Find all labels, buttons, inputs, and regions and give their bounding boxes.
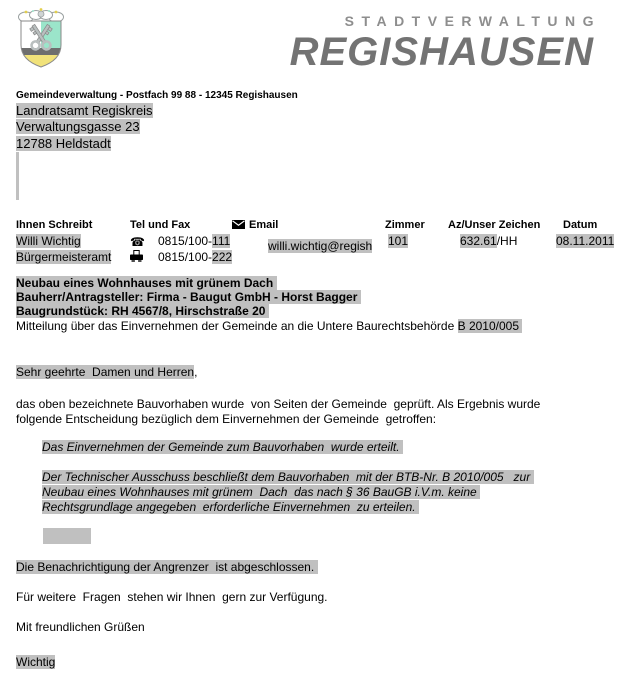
writer-label: Ihnen Schreibt [16,219,93,231]
masthead-city-name: REGISHAUSEN [289,30,594,74]
intro-paragraph [16,397,540,427]
intro-line-1: das oben bezeichnete Bauvorhaben wurde von Seiten der Gemeinde geprüft. Als Ergebnis wurde [16,397,541,411]
email-address-field[interactable]: willi.wichtig@regish [268,239,373,253]
email-label: Email [249,219,279,231]
date-label: Datum [563,219,598,231]
subject-line-plot [16,304,522,318]
envelope-icon [232,220,245,232]
recipient-line [16,136,153,152]
closing-formula: Mit freundlichen Grüßen [16,620,145,634]
salutation-field[interactable]: Sehr geehrte Damen und Herren [16,365,195,379]
writer-office-field[interactable]: Bürgermeisteramt [16,249,112,264]
salutation-line [16,365,197,380]
reference-label: Az/Unser Zeichen [448,219,541,231]
decision-detail [42,470,534,515]
recipient-name-field[interactable]: Landratsamt Regiskreis [16,103,153,118]
fax-number-base: 0815/100- [158,249,213,264]
contact-writer-column [16,219,111,265]
fax-extension-field[interactable]: 222 [212,249,233,264]
telfax-label: Tel und Fax [130,219,191,231]
project-title-field[interactable]: Neubau eines Wohnhauses mit grünem Dach [16,276,277,290]
decision-summary [42,440,403,455]
case-number-field[interactable]: B 2010/005 [457,318,523,333]
date-field[interactable]: 08.11.2011 [556,234,615,248]
phone-icon: ☎ [130,234,145,249]
reference-number-field[interactable]: 632.61 [460,234,497,248]
contact-telfax-column [130,219,232,265]
writer-name-field[interactable]: Willi Wichtig [16,234,81,248]
signature-line [16,655,55,670]
recipient-line [16,119,153,135]
subject-line-project [16,276,522,290]
city-coat-of-arms-icon [12,5,70,71]
subject-line-applicant [16,290,522,304]
recipient-street-field[interactable]: Verwaltungsgasse 23 [16,119,140,135]
contact-date-column [556,219,614,248]
room-label: Zimmer [385,219,425,231]
recipient-city-field[interactable]: 12788 Heldstadt [16,135,111,151]
empty-merge-field[interactable] [43,528,91,544]
decision-detail-line-3[interactable]: Rechtsgrundlage angegeben erforderliche Einvernehmen zu erteilen. [42,500,419,514]
tel-number-base: 0815/100- [158,234,213,248]
sender-return-address: Gemeindeverwaltung - Postfach 99 88 - 12345 Regishausen [16,90,298,101]
subject-block [16,276,522,333]
salutation-comma: , [194,365,198,379]
email-label-row [232,219,372,232]
applicant-field[interactable]: Bauherr/Antragsteller: Firma - Baugut GmbH - Horst Bagger [16,290,361,305]
recipient-line [16,103,153,119]
signature-name-field[interactable]: Wichtig [16,655,56,669]
tel-extension-field[interactable]: 111 [212,234,231,248]
masthead-org-name: STADTVERWALTUNG [344,13,601,29]
contact-reference-column [448,219,540,248]
masthead [289,13,601,74]
contact-email-column [232,219,372,253]
recipient-address-block [16,103,153,152]
room-number-field[interactable]: 101 [388,234,409,248]
notice-text: Mitteilung über das Einvernehmen der Gemeinde an die Untere Baurechtsbehörde [16,318,458,333]
plot-field[interactable]: Baugrundstück: RH 4567/8, Hirschstraße 20 [16,304,269,319]
empty-address-field-marker [16,152,19,200]
decision-detail-line-2[interactable]: Neubau eines Wohnhauses mit grünem Dach das nach § 36 BauGB i.V.m. keine [42,485,481,499]
decision-summary-field[interactable]: Das Einvernehmen der Gemeinde zum Bauvorhaben wurde erteilt. [42,440,403,454]
neighbors-notice-field[interactable]: Die Benachrichtigung der Angrenzer ist abgeschlossen. [16,560,318,574]
contact-room-column [385,219,425,248]
intro-line-2: folgende Entscheidung bezüglich dem Einvernehmen der Gemeinde getroffen: [16,412,437,426]
questions-line: Für weitere Fragen stehen wir Ihnen gern zur Verfügung. [16,590,328,604]
decision-detail-line-1[interactable]: Der Technischer Ausschuss beschließt dem Bauvorhaben mit der BTB-Nr. B 2010/005 zur [42,470,534,484]
reference-suffix: /HH [496,234,518,248]
fax-icon [130,250,158,264]
subject-line-notice [16,319,522,333]
neighbors-notice-line [16,560,318,575]
